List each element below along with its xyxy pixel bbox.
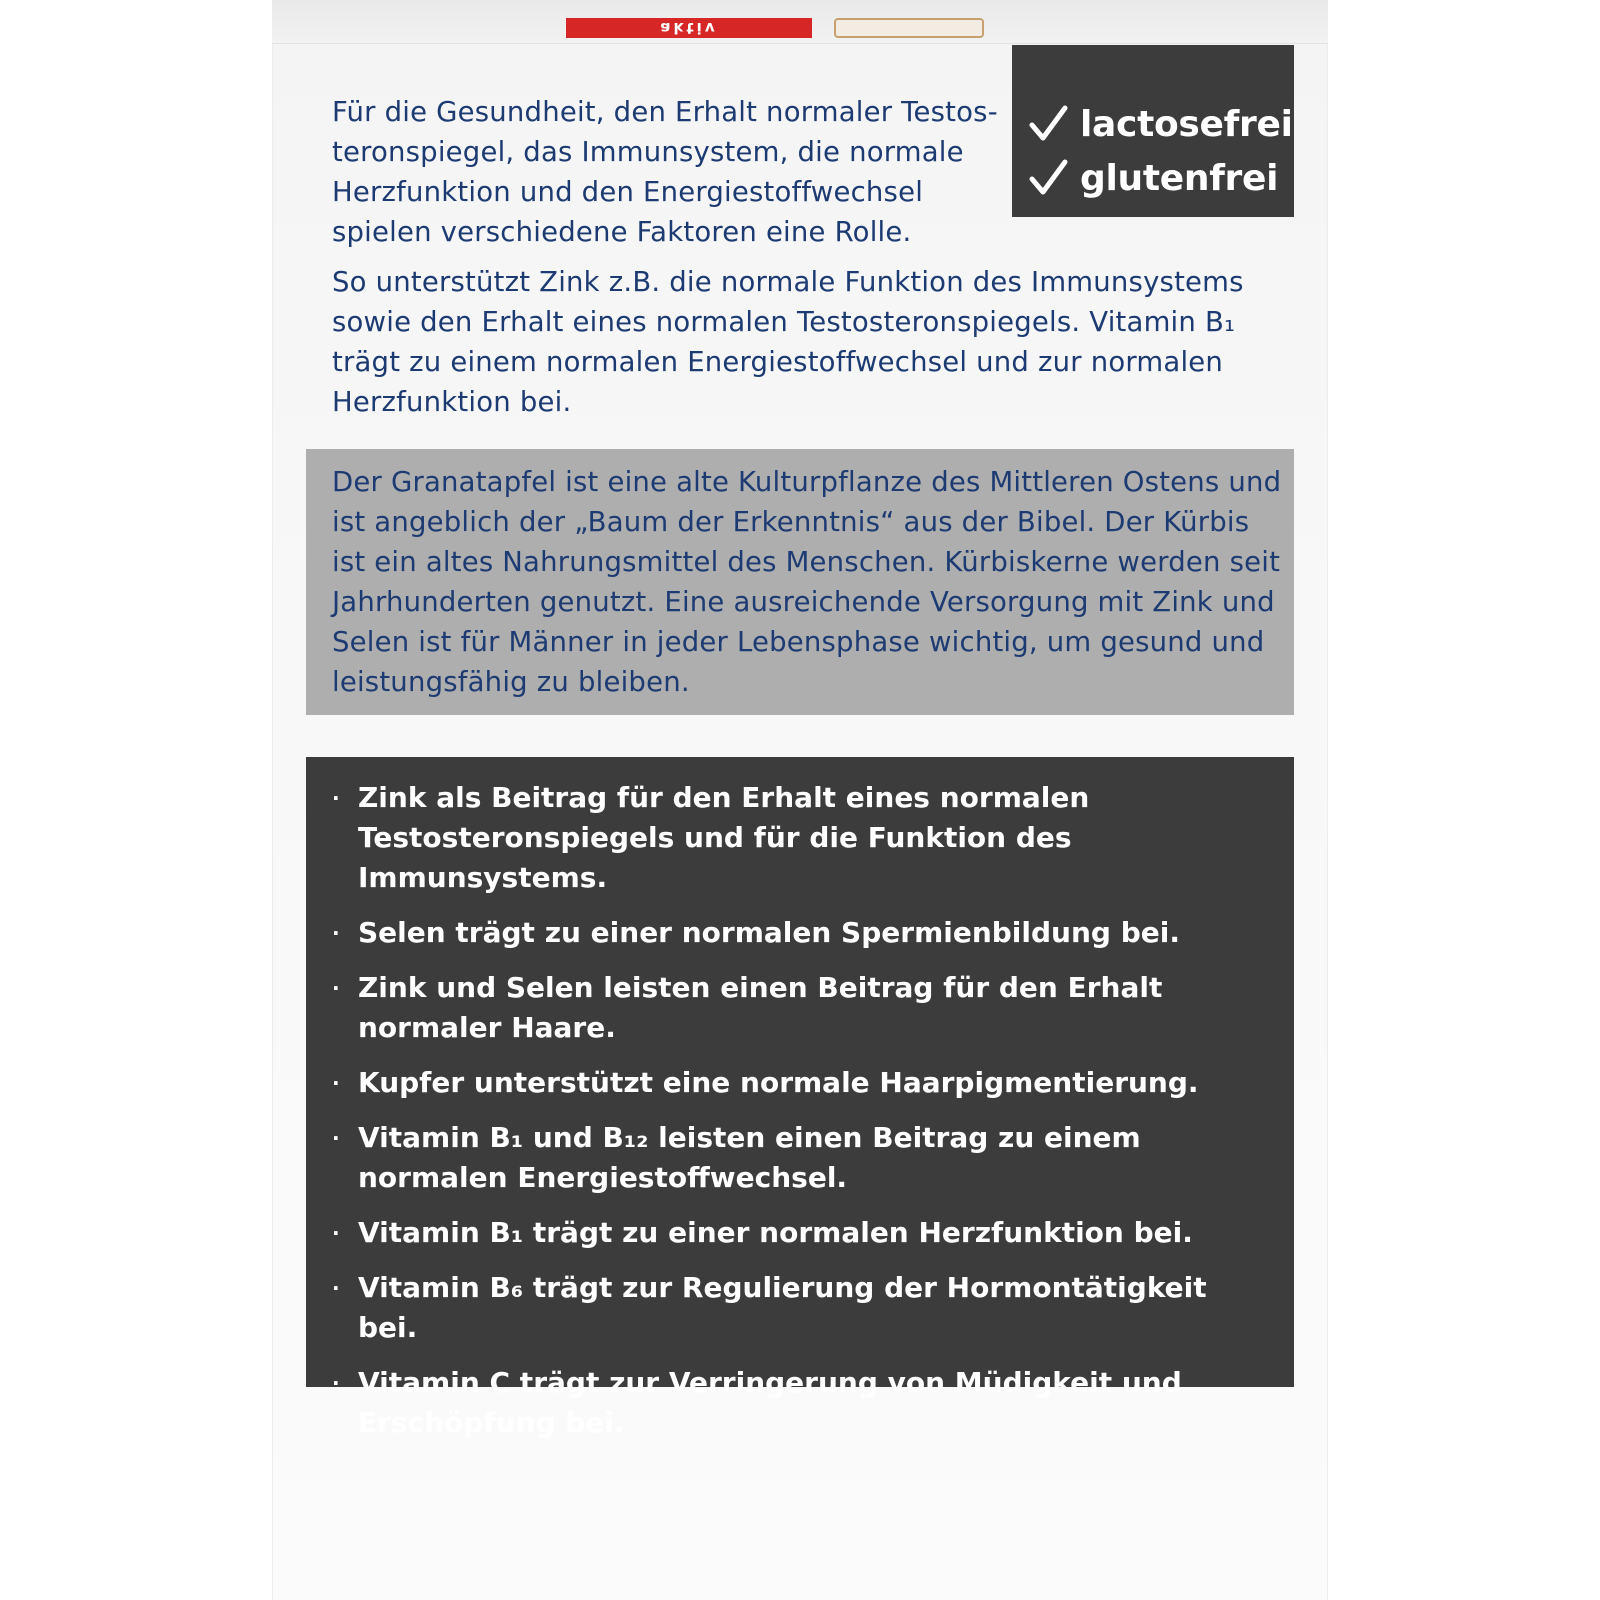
claim-text: Selen trägt zu einer normalen Spermienbildung bei. xyxy=(358,916,1180,949)
claims-list xyxy=(332,778,1272,1458)
bullet-icon: · xyxy=(332,1221,340,1245)
claim-text: Vitamin B₁ trägt zu einer normalen Herzfunktion bei. xyxy=(358,1216,1193,1249)
claim-item xyxy=(332,913,1272,953)
claim-item xyxy=(332,1063,1272,1103)
checkmark-icon xyxy=(1028,104,1068,144)
flap-tag xyxy=(834,18,984,38)
claim-item xyxy=(332,1213,1272,1253)
intro-paragraph-2: So unterstützt Zink z.B. die normale Funktion des Immunsystems sowie den Erhalt eines normalen Testosteronspiegels. Vitamin B₁ trägt zu einem normalen Energiestoffwechsel und zur normalen Herzfunktion bei. xyxy=(332,266,1244,418)
bullet-icon: · xyxy=(332,921,340,945)
badge-gluten-line xyxy=(1028,151,1294,205)
claim-item xyxy=(332,1118,1272,1198)
bullet-icon: · xyxy=(332,1371,340,1395)
claim-text: Zink als Beitrag für den Erhalt eines normalen Testosteronspiegels und für die Funktion des Immunsystems. xyxy=(358,781,1090,894)
free-from-badge xyxy=(1012,45,1294,217)
claim-text: Zink und Selen leisten einen Beitrag für den Erhalt normaler Haare. xyxy=(358,971,1163,1044)
claim-item xyxy=(332,1268,1272,1348)
checkmark-icon xyxy=(1028,158,1068,198)
bullet-icon: · xyxy=(332,1126,340,1150)
badge-gluten-text: glutenfrei xyxy=(1080,157,1279,199)
bullet-icon: · xyxy=(332,786,340,810)
claim-text: Vitamin B₁ und B₁₂ leisten einen Beitrag zu einem normalen Energiestoffwechsel. xyxy=(358,1121,1141,1194)
claim-text: Kupfer unterstützt eine normale Haarpigmentierung. xyxy=(358,1066,1199,1099)
badge-lactose-line xyxy=(1028,97,1294,151)
badge-lactose-text: lactosefrei xyxy=(1080,103,1293,145)
flap-red-label: aktiv xyxy=(566,18,812,38)
claim-text: Vitamin C trägt zur Verringerung von Müdigkeit und Erschöpfung bei. xyxy=(358,1366,1182,1439)
bullet-icon: · xyxy=(332,976,340,1000)
intro-paragraph-1: Für die Gesundheit, den Erhalt normaler Testosteronspiegel, das Immunsystem, die normale Herzfunktion und den Energiestoffwechsel spielen verschiedene Faktoren eine Rolle. xyxy=(332,96,998,248)
claim-item xyxy=(332,968,1272,1048)
claim-item xyxy=(332,778,1272,898)
bullet-icon: · xyxy=(332,1276,340,1300)
claim-text: Vitamin B₆ trägt zur Regulierung der Hormontätigkeit bei. xyxy=(358,1271,1207,1344)
claim-item xyxy=(332,1363,1272,1443)
bullet-icon: · xyxy=(332,1071,340,1095)
info-panel-text: Der Granatapfel ist eine alte Kulturpflanze des Mittleren Ostens und ist angeblich der „Baum der Erkenntnis“ aus der Bibel. Der Kürbis ist ein altes Nahrungsmittel des Menschen. Kürbiskerne werden seit Jahrhunderten genutzt. Eine ausreichende Versorgung mit Zink und Selen ist für Männer in jeder Lebensphase wichtig, um gesund und leistungsfähig zu bleiben. xyxy=(332,466,1282,698)
